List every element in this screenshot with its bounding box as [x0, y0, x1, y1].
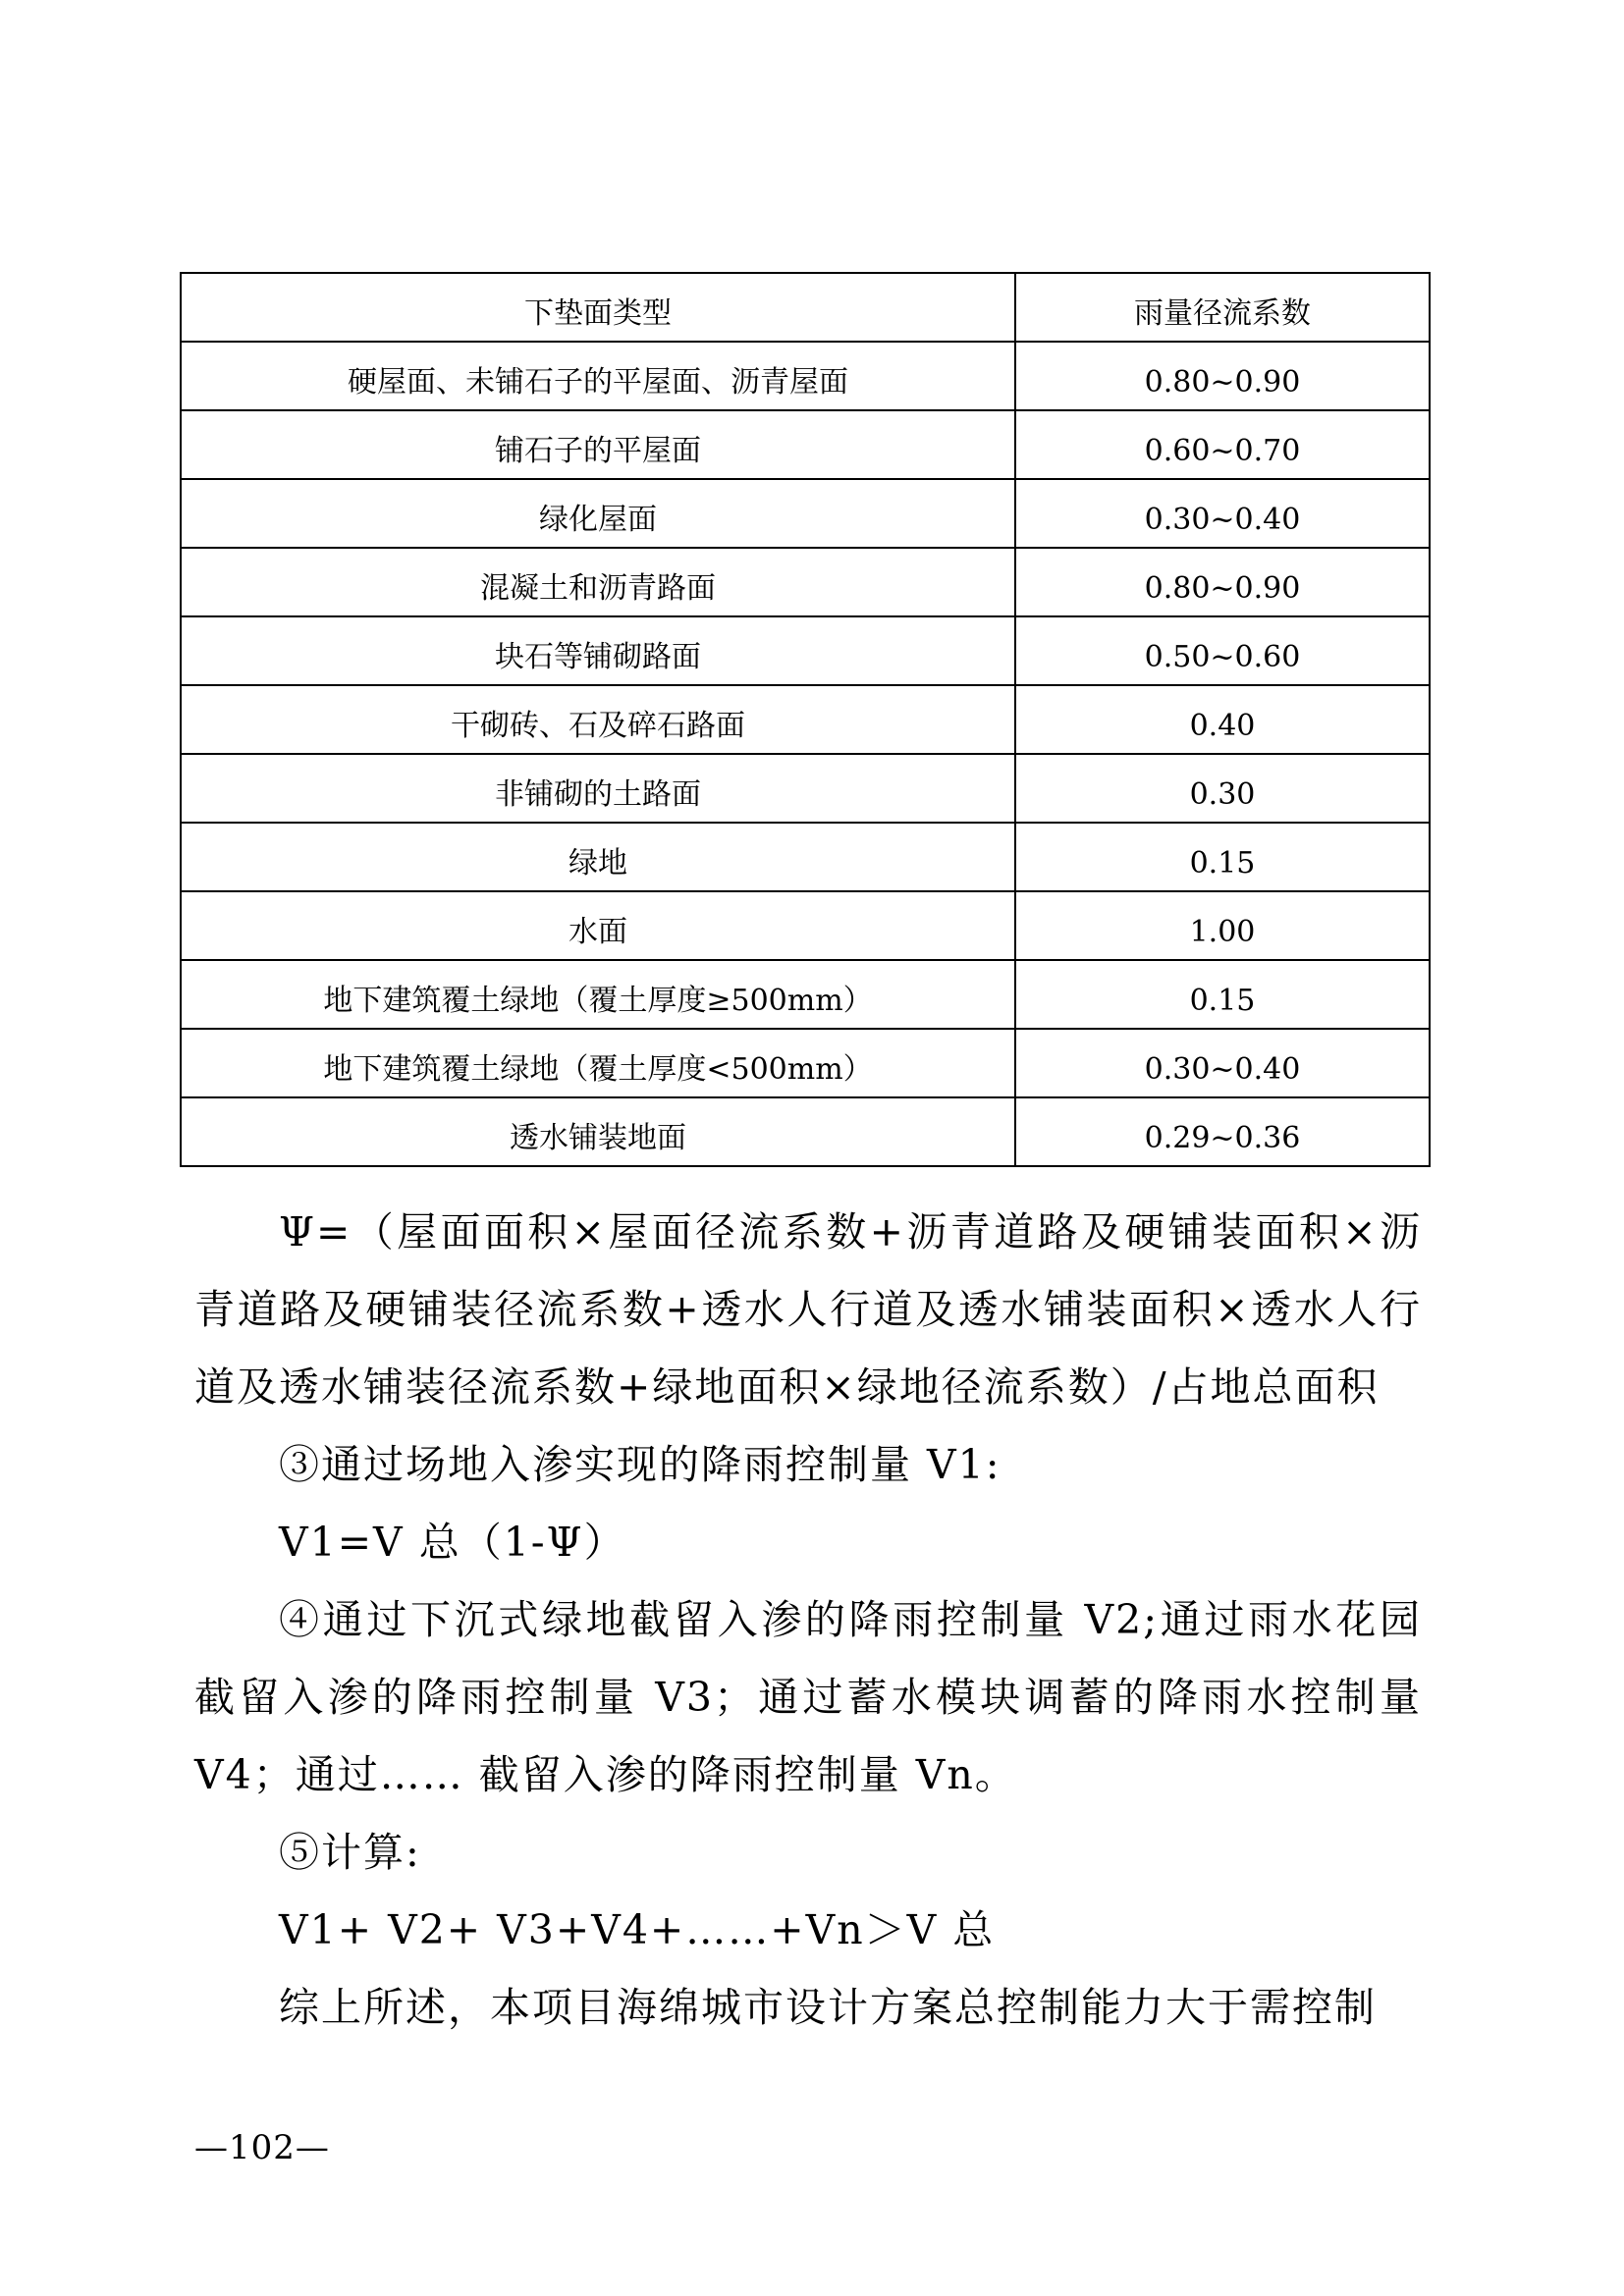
surface-type-cell: 干砌砖、石及碎石路面	[181, 685, 1015, 754]
surface-type-cell: 地下建筑覆土绿地（覆土厚度<500mm）	[181, 1029, 1015, 1097]
surface-type-cell: 硬屋面、未铺石子的平屋面、沥青屋面	[181, 342, 1015, 410]
psi-formula-paragraph: Ψ=（屋面面积×屋面径流系数+沥青道路及硬铺装面积×沥青道路及硬铺装径流系数+透水人行道及透水铺装面积×透水人行道及透水铺装径流系数+绿地面积×绿地径流系数）/占地总面积	[194, 1208, 1422, 1411]
surface-type-cell: 绿化屋面	[181, 479, 1015, 548]
calculation-heading: ⑤计算:	[279, 1829, 421, 1876]
table-row	[181, 548, 1430, 616]
table-row	[181, 754, 1430, 823]
v1-formula: V1=V 总（1-Ψ）	[279, 1519, 626, 1566]
table-row	[181, 823, 1430, 891]
surface-type-cell: 透水铺装地面	[181, 1097, 1015, 1166]
coefficient-cell: 0.30~0.40	[1015, 479, 1430, 548]
body-text	[194, 1194, 1422, 2047]
table-row	[181, 616, 1430, 685]
coefficient-cell: 0.30	[1015, 754, 1430, 823]
table-row	[181, 1097, 1430, 1166]
header-runoff-coefficient: 雨量径流系数	[1015, 273, 1430, 342]
v2-vn-paragraph: ④通过下沉式绿地截留入渗的降雨控制量 V2;通过雨水花园截留入渗的降雨控制量 V3；通过蓄水模块调蓄的降雨水控制量 V4；通过…… 截留入渗的降雨控制量 Vn。	[194, 1596, 1422, 1798]
table-row	[181, 342, 1430, 410]
table-row	[181, 685, 1430, 754]
table-row	[181, 960, 1430, 1029]
header-surface-type: 下垫面类型	[181, 273, 1015, 342]
coefficient-cell: 0.80~0.90	[1015, 342, 1430, 410]
surface-type-cell: 地下建筑覆土绿地（覆土厚度≥500mm）	[181, 960, 1015, 1029]
sum-inequality: V1+ V2+ V3+V4+……+Vn＞V 总	[279, 1906, 996, 1953]
table-header-row	[181, 273, 1430, 342]
coefficient-cell: 0.15	[1015, 960, 1430, 1029]
runoff-coefficient-table	[180, 272, 1431, 1167]
surface-type-cell: 绿地	[181, 823, 1015, 891]
surface-type-cell: 块石等铺砌路面	[181, 616, 1015, 685]
coefficient-cell: 0.29~0.36	[1015, 1097, 1430, 1166]
coefficient-cell: 0.50~0.60	[1015, 616, 1430, 685]
coefficient-cell: 0.15	[1015, 823, 1430, 891]
coefficient-cell: 0.80~0.90	[1015, 548, 1430, 616]
conclusion-paragraph: 综上所述，本项目海绵城市设计方案总控制能力大于需控制	[279, 1984, 1377, 2031]
surface-type-cell: 铺石子的平屋面	[181, 410, 1015, 479]
surface-type-cell: 水面	[181, 891, 1015, 960]
page-number: —102—	[194, 2128, 330, 2167]
surface-type-cell: 混凝土和沥青路面	[181, 548, 1015, 616]
table-row	[181, 479, 1430, 548]
table-row	[181, 410, 1430, 479]
surface-type-cell: 非铺砌的土路面	[181, 754, 1015, 823]
coefficient-cell: 0.30~0.40	[1015, 1029, 1430, 1097]
table-row	[181, 1029, 1430, 1097]
table-row	[181, 891, 1430, 960]
v1-heading: ③通过场地入渗实现的降雨控制量 V1:	[279, 1441, 1001, 1488]
coefficient-cell: 0.40	[1015, 685, 1430, 754]
coefficient-cell: 1.00	[1015, 891, 1430, 960]
coefficient-cell: 0.60~0.70	[1015, 410, 1430, 479]
